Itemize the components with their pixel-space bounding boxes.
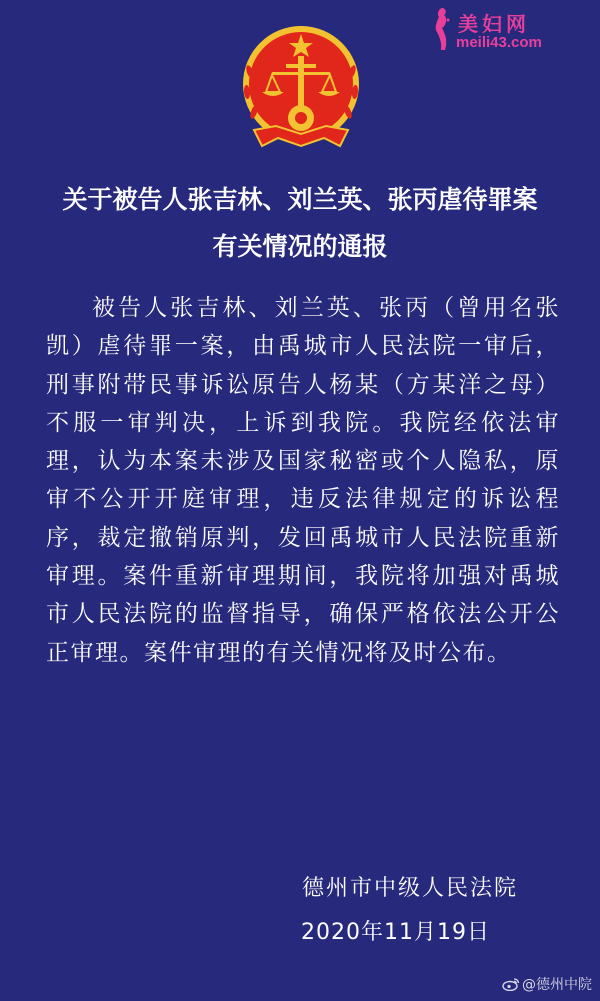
issue-date: 2020年11月19日 <box>301 920 490 945</box>
weibo-icon <box>502 977 520 991</box>
notice-title-line2: 有关情况的通报 <box>212 232 388 261</box>
weibo-watermark <box>502 974 592 994</box>
notice-title-line1: 关于被告人张吉林、刘兰英、张丙虐待罪案 <box>62 185 538 214</box>
court-emblem-icon <box>236 22 366 152</box>
notice-body: 被告人张吉林、刘兰英、张丙（曾用名张凯）虐待罪一案，由禹城市人民法院一审后，刑事附带民事诉讼原告人杨某（方某洋之母）不服一审判决，上诉到我院。我院经依法审理，认为本案未涉及国家秘密或个人隐私，原审不公开开庭审理，违反法律规定的诉讼程序，裁定撤销原判，发回禹城市人民法院重新审理。案件重新审理期间，我院将加强对禹城市人民法院的监督指导，确保严格依法公开公正审理。案件审理的有关情况将及时公布。 <box>46 295 560 666</box>
issuer-signature: 德州市中级人民法院 <box>301 876 518 901</box>
woman-silhouette-icon <box>428 6 454 52</box>
site-watermark <box>428 6 598 54</box>
site-watermark-name: 美妇网 <box>458 12 530 36</box>
weibo-handle: @德州中院 <box>522 977 592 993</box>
site-watermark-url: meili43.com <box>456 34 542 51</box>
